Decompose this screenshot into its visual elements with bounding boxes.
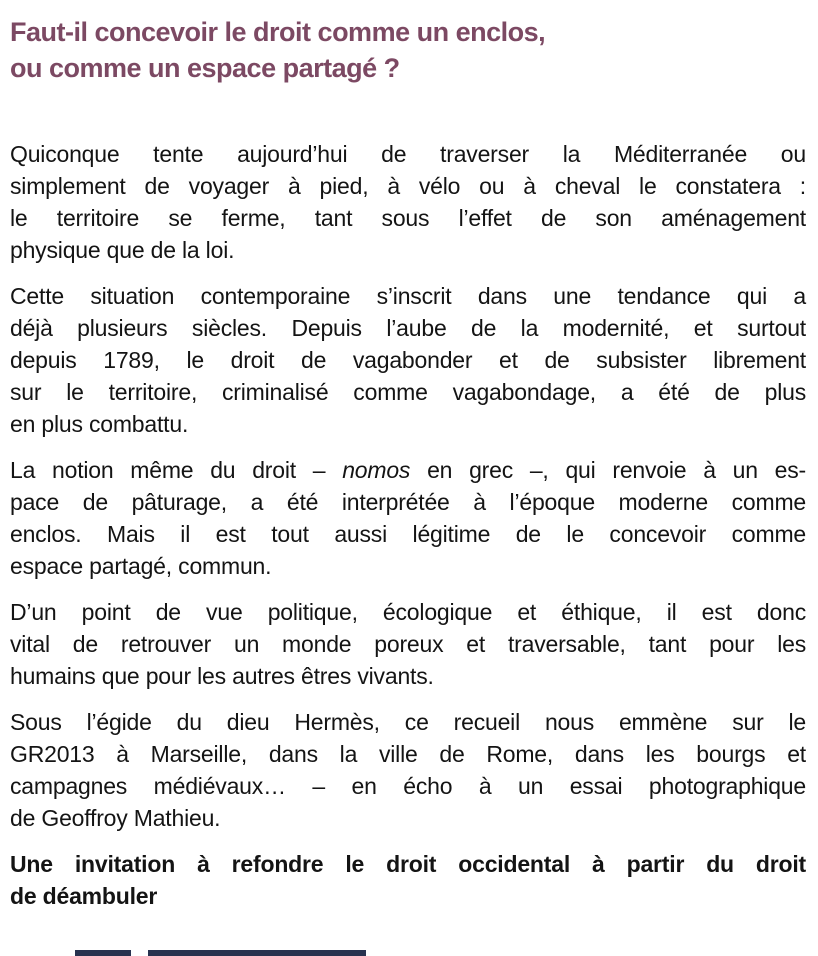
text-line [10, 280, 806, 312]
text-segment: de déambuler [10, 883, 158, 909]
text-line [10, 848, 806, 880]
text-segment: Une invitation à refondre le droit occidental à partir du droit [10, 851, 806, 877]
text-segment: campagnes médiévaux… – en écho à un essai photographique [10, 773, 806, 799]
text-line [10, 454, 806, 486]
text-segment: Sous l’égide du dieu Hermès, ce recueil nous emmène sur le [10, 709, 806, 735]
body-paragraph [10, 280, 806, 440]
article-body [10, 138, 806, 912]
text-line [10, 518, 806, 550]
text-segment: GR2013 à Marseille, dans la ville de Rome, dans les bourgs et [10, 741, 806, 767]
clipped-next-section-text [75, 950, 131, 956]
text-segment: pace de pâturage, a été interprétée à l’époque moderne comme [10, 489, 806, 515]
text-segment: D’un point de vue politique, écologique et éthique, il est donc [10, 599, 806, 625]
text-segment: physique que de la loi. [10, 237, 235, 263]
text-line [10, 344, 806, 376]
text-segment: le territoire se ferme, tant sous l’effet de son aménagement [10, 205, 806, 231]
body-paragraph [10, 454, 806, 582]
text-line [10, 880, 806, 912]
text-segment: en plus combattu. [10, 411, 189, 437]
text-line [10, 706, 806, 738]
text-segment: humains que pour les autres êtres vivants. [10, 663, 434, 689]
text-line [10, 660, 806, 692]
text-line [10, 802, 806, 834]
clipped-next-section-text [148, 950, 366, 956]
body-paragraph [10, 706, 806, 834]
text-line [10, 202, 806, 234]
text-line [10, 738, 806, 770]
text-line [10, 770, 806, 802]
text-segment: en grec –, qui renvoie à un es- [410, 457, 806, 483]
body-paragraph [10, 138, 806, 266]
body-paragraph [10, 596, 806, 692]
text-segment: enclos. Mais il est tout aussi légitime de le concevoir comme [10, 521, 806, 547]
text-segment: déjà plusieurs siècles. Depuis l’aube de la modernité, et surtout [10, 315, 806, 341]
italic-term: nomos [342, 457, 411, 483]
text-segment: depuis 1789, le droit de vagabonder et de subsister librement [10, 347, 806, 373]
page-title [10, 14, 806, 86]
text-line [10, 596, 806, 628]
text-line [10, 628, 806, 660]
text-segment: vital de retrouver un monde poreux et traversable, tant pour les [10, 631, 806, 657]
text-line [10, 312, 806, 344]
text-segment: Cette situation contemporaine s’inscrit dans une tendance qui a [10, 283, 806, 309]
text-segment: espace partagé, commun. [10, 553, 272, 579]
text-segment: La notion même du droit – [10, 457, 343, 483]
text-line [10, 408, 806, 440]
page-title-line: Faut-il concevoir le droit comme un enclos, [10, 17, 546, 47]
text-segment: simplement de voyager à pied, à vélo ou à cheval le constatera : [10, 173, 806, 199]
lead-bold-paragraph [10, 848, 806, 912]
text-segment: sur le territoire, criminalisé comme vagabondage, a été de plus [10, 379, 806, 405]
text-line [10, 550, 806, 582]
text-line [10, 486, 806, 518]
page-title-line: ou comme un espace partagé ? [10, 53, 400, 83]
text-line [10, 138, 806, 170]
text-segment: de Geoffroy Mathieu. [10, 805, 221, 831]
text-line [10, 234, 806, 266]
text-segment: Quiconque tente aujourd’hui de traverser la Méditerranée ou [10, 141, 806, 167]
text-line [10, 170, 806, 202]
text-line [10, 376, 806, 408]
